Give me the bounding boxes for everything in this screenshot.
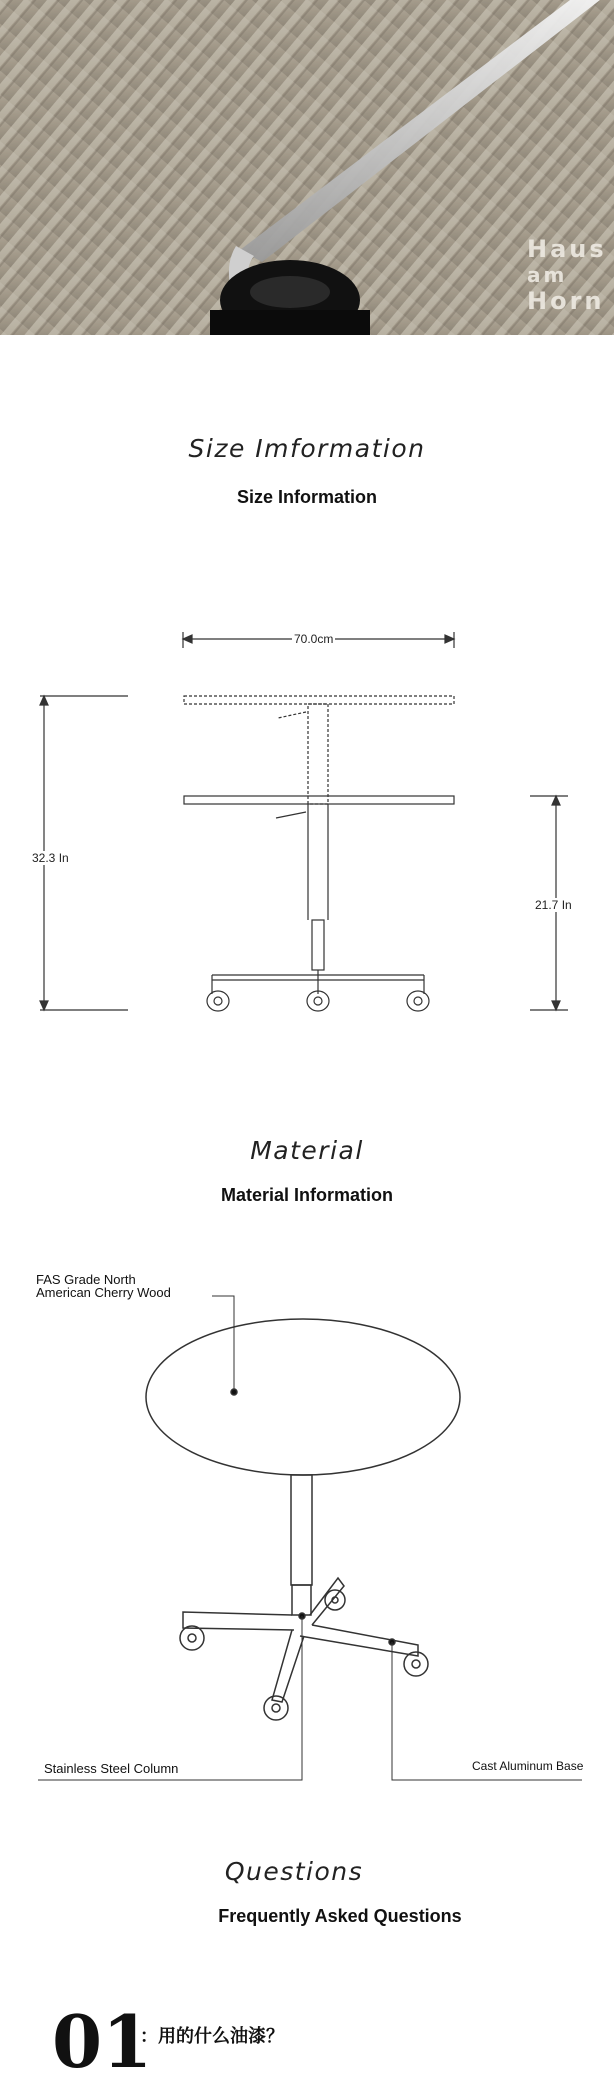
- faq-section-script-title: Questions: [224, 1857, 364, 1886]
- brand-logo: [527, 236, 607, 314]
- logo-line: Haus: [527, 235, 607, 263]
- column-material-label: Stainless Steel Column: [44, 1761, 179, 1776]
- material-section-script-title: Material: [250, 1136, 364, 1165]
- top-material-line: American Cherry Wood: [36, 1285, 171, 1300]
- faq-section-subtitle: Frequently Asked Questions: [218, 1906, 462, 1926]
- max-height-label: 32.3 In: [32, 851, 69, 865]
- top-material-line: FAS Grade North: [36, 1272, 136, 1287]
- hero-photo: [0, 0, 614, 335]
- width-dimension-label: 70.0cm: [294, 632, 334, 646]
- size-diagram: [0, 620, 614, 1020]
- base-material-label: Cast Aluminum Base: [472, 1759, 584, 1773]
- faq-item-number: 01: [52, 1999, 153, 2084]
- size-section-subtitle: Size Information: [236, 487, 377, 507]
- logo-line: Horn: [527, 287, 605, 315]
- faq-item-question[interactable]: ：用的什么油漆？: [140, 2026, 284, 2047]
- size-section-script-title: Size Imformation: [188, 434, 426, 463]
- material-diagram: [0, 1290, 614, 1790]
- hero-image: [0, 0, 614, 335]
- min-height-label: 21.7 In: [535, 898, 572, 912]
- material-section-subtitle: Material Information: [220, 1185, 394, 1205]
- logo-line: am: [527, 263, 568, 287]
